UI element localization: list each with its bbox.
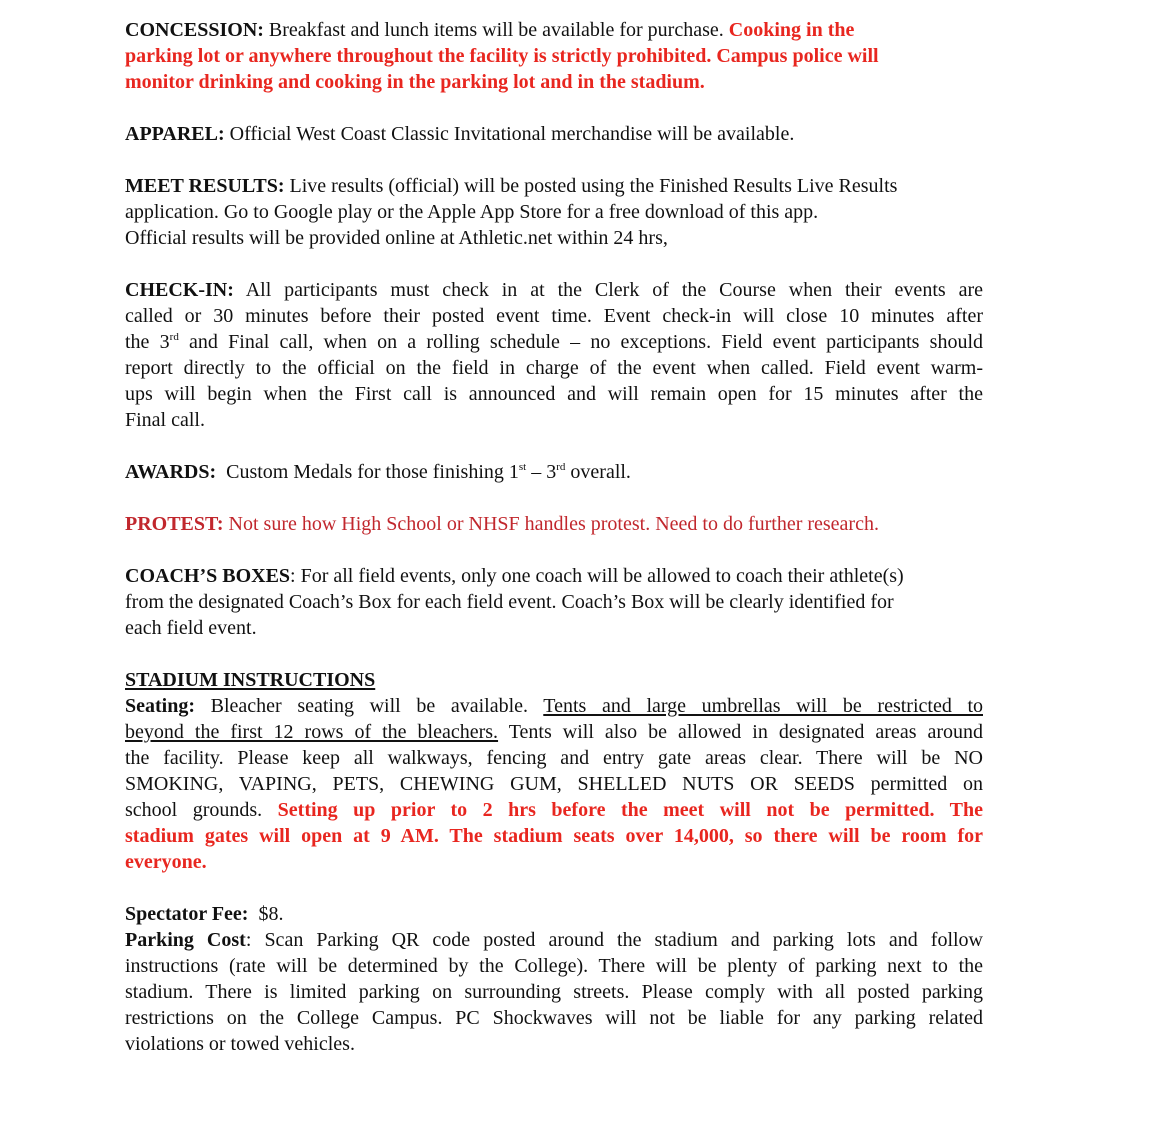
seating-line-2b: Tents will also be allowed in designated areas around	[508, 721, 984, 743]
protest-text: Not sure how High School or NHSF handles protest. Need to do further research.	[228, 513, 879, 535]
apparel-section	[125, 121, 983, 147]
coach-boxes-heading: COACH’S BOXES	[125, 565, 291, 587]
checkin-line-3b: and Final call, when on a rolling schedule – no exceptions. Field event participants should	[178, 331, 983, 353]
checkin-line-2: called or 30 minutes before their posted event time. Event check-in will close 10 minutes after	[125, 305, 983, 327]
checkin-line-5: ups will begin when the First call is announced and will remain open for 15 minutes after the	[125, 383, 983, 405]
awards-heading: AWARDS:	[125, 461, 217, 483]
coach-boxes-colon: :	[290, 565, 296, 587]
stadium-warning-line-3: everyone.	[125, 851, 207, 873]
protest-heading: PROTEST:	[125, 513, 224, 535]
parking-line-4: restrictions on the College Campus. PC Shockwaves will not be liable for any parking related	[125, 1007, 983, 1029]
fees-section	[125, 901, 983, 1057]
parking-line-1: Scan Parking QR code posted around the stadium and parking lots and follow	[264, 929, 984, 951]
seating-heading: Seating:	[125, 695, 195, 717]
checkin-section	[125, 277, 983, 433]
awards-section	[125, 459, 983, 485]
awards-sup-1: st	[518, 461, 527, 473]
awards-text-3: overall.	[565, 461, 631, 483]
concession-heading: CONCESSION:	[125, 19, 264, 41]
parking-line-3: stadium. There is limited parking on surrounding streets. Please comply with all posted parking	[125, 981, 983, 1003]
protest-section	[125, 511, 983, 537]
coach-boxes-line-1: For all field events, only one coach will be allowed to coach their athlete(s)	[300, 565, 904, 587]
coach-boxes-section	[125, 563, 983, 641]
meet-results-line-2: application. Go to Google play or the Apple App Store for a free download of this app.	[125, 201, 819, 223]
coach-boxes-line-2: from the designated Coach’s Box for each field event. Coach’s Box will be clearly identified for	[125, 591, 894, 613]
awards-text-2: – 3	[526, 461, 557, 483]
parking-cost-heading: Parking Cost	[125, 929, 246, 951]
concession-warning-line-2: parking lot or anywhere throughout the facility is strictly prohibited. Campus police will	[125, 45, 879, 67]
meet-results-line-1: Live results (official) will be posted using the Finished Results Live Results	[289, 175, 898, 197]
checkin-superscript: rd	[169, 331, 179, 343]
stadium-warning-line-2: stadium gates will open at 9 AM. The stadium seats over 14,000, so there will be room for	[125, 825, 983, 847]
seating-line-5a: school grounds.	[125, 799, 263, 821]
stadium-section	[125, 667, 983, 875]
seating-line-3: the facility. Please keep all walkways, fencing and entry gate areas clear. There will be NO	[125, 747, 983, 769]
checkin-line-3a: the 3	[125, 331, 170, 353]
seating-restriction-2: beyond the first 12 rows of the bleachers.	[125, 721, 499, 743]
apparel-heading: APPAREL:	[125, 123, 225, 145]
awards-sup-2: rd	[556, 461, 566, 473]
awards-text-1: Custom Medals for those finishing 1	[226, 461, 519, 483]
checkin-line-6: Final call.	[125, 409, 205, 431]
concession-line-1	[125, 17, 983, 43]
meet-results-line-3: Official results will be provided online at Athletic.net within 24 hrs,	[125, 227, 668, 249]
apparel-text: Official West Coast Classic Invitational merchandise will be available.	[229, 123, 795, 145]
spectator-fee-heading: Spectator Fee:	[125, 903, 249, 925]
spectator-fee-value: $8.	[258, 903, 284, 925]
parking-line-5: violations or towed vehicles.	[125, 1033, 355, 1055]
meet-results-heading: MEET RESULTS:	[125, 175, 285, 197]
stadium-title: STADIUM INSTRUCTIONS	[125, 669, 376, 691]
checkin-line-3	[125, 329, 983, 355]
stadium-warning-line-1: Setting up prior to 2 hrs before the meet will not be permitted. The	[277, 799, 983, 821]
checkin-line-4: report directly to the official on the field in charge of the event when called. Field event warm-	[125, 357, 983, 379]
concession-section	[125, 17, 983, 95]
meet-results-section	[125, 173, 983, 251]
seating-line-4: SMOKING, VAPING, PETS, CHEWING GUM, SHELLED NUTS OR SEEDS permitted on	[125, 773, 983, 795]
checkin-heading: CHECK-IN:	[125, 279, 234, 301]
seating-line-1a: Bleacher seating will be available.	[210, 695, 529, 717]
seating-restriction-1: Tents and large umbrellas will be restricted to	[543, 695, 983, 717]
concession-warning-start: Cooking in the	[728, 19, 855, 41]
checkin-line-1: All participants must check in at the Clerk of the Course when their events are	[245, 279, 983, 301]
coach-boxes-line-3: each field event.	[125, 617, 257, 639]
parking-line-2: instructions (rate will be determined by the College). There will be plenty of parking next to the	[125, 955, 983, 977]
concession-warning-line-3: monitor drinking and cooking in the parking lot and in the stadium.	[125, 71, 705, 93]
parking-cost-colon: :	[245, 929, 252, 951]
concession-text: Breakfast and lunch items will be available for purchase.	[268, 19, 724, 41]
